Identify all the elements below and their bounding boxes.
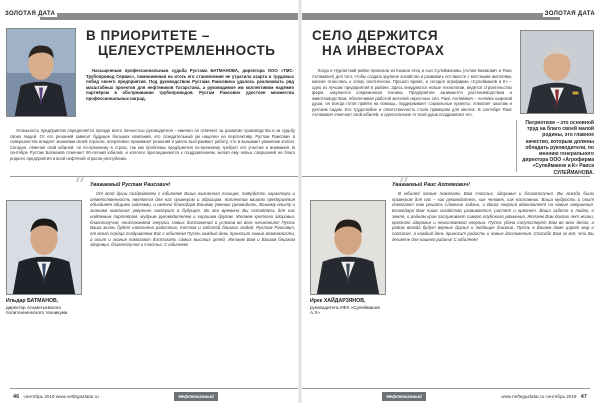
title-line-2: ЦЕЛЕУСТРЕМЛЕННОСТЬ (98, 43, 276, 58)
section-divider (300, 176, 590, 177)
footer-rule (300, 388, 590, 389)
title-line-2: НА ИНВЕСТОРАХ (322, 43, 445, 58)
caption-name: Ильдар БАТМАНОВ, (6, 298, 59, 304)
section-label: ЗОЛОТАЯ ДАТА (544, 11, 595, 17)
photo-caption (6, 299, 84, 316)
page-number: 46 (13, 394, 20, 400)
article-title (86, 28, 276, 58)
portrait-photo-suleymanov (520, 30, 594, 114)
column-divider (516, 120, 517, 172)
magazine-logo: Нефтегазовый (382, 392, 426, 401)
footer-rule (10, 388, 300, 389)
section-label: ЗОЛОТАЯ ДАТА (5, 11, 56, 17)
title-line-1: В ПРИОРИТЕТЕ – (86, 28, 210, 43)
greeting-text: В юбилей хотим пожелать Вам счастья, здоровья и благополучия. Вы всегда были примером для нас – как руководитель, как человек, как наставник. Ваша мудрость и опыт помогают нам решать сложные задачи, а Ваша энергия вдохновляет на новые свершения. Благодаря Вам наше хозяйство развивается, растёт и крепнет. Ваша забота о людях, о земле, о родном крае заслуживает самого глубокого уважения. Желаем Вам долгих лет жизни, крепкого здоровья и неиссякаемой энергии. Пусть удача сопутствует Вам во всех делах, а рядом всегда будут верные друзья и любящие близкие. Пусть в Вашем доме царят мир и согласие, а каждый день приносит радость и новые достижения. Спасибо Вам за всё, что Вы делаете для нашего района! С юбилеем! (392, 191, 594, 242)
quote-mark-icon: “ (74, 174, 86, 199)
article-lead: Насыщенным профессиональным судьба Рустама БАТМАНОВА, директора ООО «ТМС-Трубопровод Сервис», помноженная на итогь его становления не утратила азарта и трудовых побед своего предприятия. Под руководством Рустама Раисовича удалось реализовать ряд масштабных проектов для нефтяников Татарстана, а руководимое им коллективом надёжно партнёром в обслуживании трубопроводов. Рустам Раисович удостоен множества профессиональных наград. (86, 68, 294, 101)
site-link[interactable]: www.neftegaztatar.ru (501, 394, 545, 399)
greeting-text: От всей души поздравляем с юбилеем! Ваша жизненная позиция, твёрдость характера и ответственность являются для нас примером и образцом. Коллектив вашего предприятия объединён общими задачами, и именно благодаря Вашему умению руководить, Вашему опыту и знаниям компания уверенно смотрит в будущее. Во все времена Вы остаётесь для нас надёжным партнёром, мудрым руководителем и хорошим другом. Желаем крепкого здоровья, благополучия, неиссякаемой энергии, новых достижений и успехов во всех начинаниях! Пусть Ваша жизнь будет наполнена радостью, теплом и заботой близких людей. Рустам Раисович, от всего сердца поздравляем Вас с юбилеем! Пусть каждый день приносит новые возможности, а опыт и знания помогают достигать самых высоких целей. Желаем Вам и Вашим близким здоровья, благополучия и счастья. С юбилеем! (90, 191, 295, 248)
section-bar (300, 13, 560, 20)
page-gutter (298, 0, 302, 403)
page-footer (10, 394, 99, 400)
caption-role: директор Альметьевского политехнического техникума (6, 304, 68, 316)
caption-name: Ирек ХАЙДАРЗЯНОВ, (310, 298, 366, 304)
page-number: 47 (580, 394, 587, 400)
article-title (312, 28, 444, 58)
photo-caption (310, 299, 390, 316)
greeting-heading: Уважаемый Раис Ахтямович! (392, 182, 470, 188)
section-divider (10, 176, 300, 177)
issue-date: сентябрь 2019 (545, 394, 577, 399)
section-bar (40, 13, 300, 20)
article-body: Когда в Нурлатский район приехали из Казани отец и сын Сулеймановы (Ахтям Каюмович и Раис Ахтямович) для того, чтобы создать крупное хозяйство и развивать его вместе с местными жителями, многие отнеслись к этому скептически. Прошло время, и сегодня агрофирма «Сулейманов и К» – одно из лучших предприятий в районе. Здесь внедряются новые технологии, ведётся строительство ферм, закупается современная техника. Предприятие занимается растениеводством и животноводством, обеспечивая работой жителей окрестных сёл. Раис Ахтямович – человек широкой души, он всегда готов прийти на помощь, поддерживает социальные проекты, помогает школам и детским садам. Его трудолюбие и ответственность стали примером для многих. В сентябре Раис Ахтямович отмечает свой юбилей, и односельчане от всей души поздравляют его. (312, 68, 512, 117)
side-quote: Патриотизм – это основной труд на благо своей малой родины, это главное качество, которым должны обладать руководители, по мнению генерального директора ООО «Агрофирма «Сулейманов и К» Раиса СУЛЕЙМАНОВА. (522, 120, 594, 176)
right-page (300, 0, 600, 403)
article-body: Успешность предприятия определяется прежде всего личностью руководителя – именно он отвечает за развитие производства и за судьбу своих людей. От его решений зависит будущее больших компаний, его созидательный ум нацелен на перспективу. Рустам Раисович в совершенстве владеет знаниями своей отрасли, оперативно принимает решения и умело выстраивает работу, что и вызывает уважение коллег. Сегодня, отмечая свой юбилей, он по-прежнему в строю, так как проблемы предприятия по-прежнему требуют его участия и внимания. В сентябре Рустам Батманов отмечает 60-летний юбилей, и коллеги присоединяются к поздравлениям, желая ему новых свершений на благо родного предприятия и всей нефтяной отрасли республики. (10, 128, 295, 161)
portrait-photo-khaydarzyanov (310, 200, 386, 295)
portrait-photo-batmanov-ildar (6, 200, 82, 295)
quote-mark-icon: “ (398, 174, 410, 199)
greeting-heading: Уважаемый Рустам Раисович! (90, 182, 171, 188)
site-link[interactable]: www.neftegaztatar.ru (55, 394, 99, 399)
magazine-logo: Нефтегазовый (174, 392, 218, 401)
issue-date: сентябрь 2019 (23, 394, 55, 399)
page-footer (501, 394, 590, 400)
portrait-photo-batmanov (6, 28, 76, 117)
title-line-1: СЕЛО ДЕРЖИТСЯ (312, 28, 439, 43)
caption-role: руководитель КФХ «Сулейманов А.Х» (310, 304, 380, 316)
